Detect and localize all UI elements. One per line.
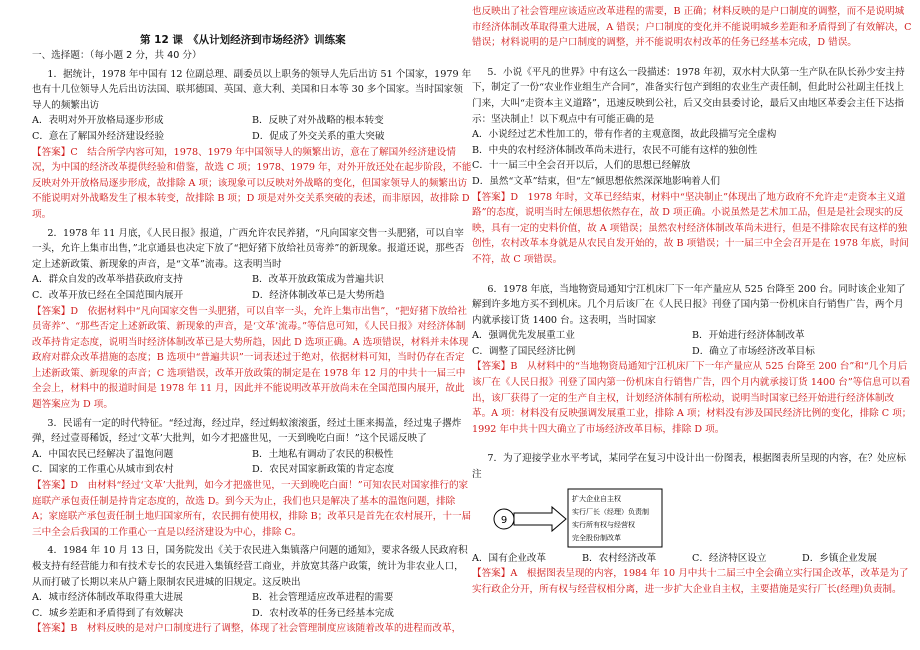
q3-answer-text: 由材料“经过‘文革’大批判，如今才把盛世见，一天到晚吃白面！”可知农民对国家推行的家庭联产承包责任制是持肯定态度的，故选 D。到今天为止，我们也只是解决了基本的温饱问题，排除 A；家庭联产承包责任制土地归国家所有，农民拥有使用权，排除 B；改革只是首先在农村展开，十一届三中全会后我国的工作重心一直是以经济建设为中心，排除 C。 bbox=[32, 480, 472, 538]
q4-option-c: C．城乡差距和矛盾得到了有效解决 bbox=[32, 607, 184, 619]
question-3 bbox=[32, 416, 472, 541]
question-1 bbox=[32, 67, 472, 223]
question-7 bbox=[472, 451, 912, 597]
q7-answer bbox=[472, 566, 912, 597]
q7-option-a: A．国有企业改革 bbox=[472, 552, 547, 564]
q4-option-b: B．社会管理适应改革进程的需要 bbox=[252, 592, 394, 604]
q7-diagram-line-2: 实行厂长（经理）负责制 bbox=[572, 507, 649, 516]
left-column bbox=[32, 30, 472, 637]
q4-answer-continued: 也反映出了社会管理应该适应改革进程的需要，B 正确；材料反映的是户口制度的调整，而不是说明城市经济体制改革取得重大进展，A 错误；户口制度的变化并不能说明城乡差距和矛盾得到了有效解决，C 错误；材料说明的是户口制度的调整，并不能说明农村改革的任务已经基本完成，D 错误。 bbox=[472, 6, 912, 49]
q2-answer bbox=[32, 304, 472, 413]
q2-options-row2 bbox=[32, 288, 472, 304]
q1-options-row1 bbox=[32, 113, 472, 129]
q1-answer-text: 结合所学内容可知，1978、1979 年中国领导人的频繁出访，意在了解国外经济建设情况，为中国的经济改革提供经验和借鉴，故选 C 项；1978、1979 年，对外开放还处在起步阶段，不能反映对外开放格局逐步形成，故排除 A 项；该现象可以反映对外战略的变化，但国家领导人的频繁出访不能说明对外战略发生了根本转变，故排除 B 项；D 项是对外交关系突破的表述，而非原因，故排除 D 项。 bbox=[32, 146, 472, 220]
q7-diagram-graphic bbox=[492, 485, 692, 549]
q2-option-d: D．经济体制改革已是大势所趋 bbox=[252, 289, 385, 301]
q6-option-b: B．开始进行经济体制改革 bbox=[692, 330, 805, 342]
q1-answer bbox=[32, 145, 472, 223]
q4-option-a: A．城市经济体制改革取得重大进展 bbox=[32, 592, 183, 604]
q2-option-c: C．改革开放已经在全国范围内展开 bbox=[32, 289, 184, 301]
q7-diagram-line-1: 扩大企业自主权 bbox=[572, 494, 621, 503]
q1-option-d: D．促成了外交关系的重大突破 bbox=[252, 130, 385, 142]
q7-diagram-line-3: 实行所有权与经营权 bbox=[572, 520, 635, 529]
q1-option-a: A．表明对外开放格局逐步形成 bbox=[32, 115, 164, 127]
q6-answer bbox=[472, 359, 912, 437]
q4-answer-tag: 【答案】B bbox=[32, 623, 78, 635]
q7-diagram-line-4: 完全股份制改革 bbox=[572, 533, 621, 542]
question-6 bbox=[472, 282, 912, 438]
q7-options bbox=[472, 551, 912, 567]
q2-option-b: B．改革开放政策成为普遍共识 bbox=[252, 274, 384, 286]
q3-stem: 3．民谣有一定的时代特征。“经过海，经过岸，经过蚂蚁滚滚蛋，经过土匪来揭盖，经过鬼子撂炸弹，经过壹哥稀饭，经过‘文革’大批判，如今才把盛世见，一天到晚吃白面！”这个民谣反映了 bbox=[32, 417, 462, 445]
page-title: 第 12 课 《从计划经济到市场经济》训练案 bbox=[140, 34, 346, 46]
q6-answer-text: 从材料中的“当地物资局通知宁江机床厂下一年产量应从 525 台降至 200 台”和“几个月后该厂在《人民日报》刊登了国内第一份机床自行销售广告，四个月内就承接订货 1400 台”等信息可以看出，该厂获得了一定的生产自主权，计划经济体制有所松动，说明当时国家已经开始进行经济体制改革。A 项：材料没有反映强调发展重工业，排除 A 项；材料没有涉及国民经济比例的变化，排除 C 项；1992 年中共十四大确立了市场经济改革目标，排除 D 项。 bbox=[472, 361, 912, 435]
q1-option-c: C．意在了解国外经济建设经验 bbox=[32, 130, 165, 142]
question-4 bbox=[32, 543, 472, 637]
right-column bbox=[472, 4, 912, 597]
q4-answer bbox=[32, 621, 472, 637]
q3-option-c: C．国家的工作重心从城市到农村 bbox=[32, 464, 174, 476]
section-heading: 一、选择题：（每小题 2 分，共 40 分） bbox=[32, 50, 202, 61]
q1-option-b: B．反映了对外战略的根本转变 bbox=[252, 115, 384, 127]
q6-option-c: C．调整了国民经济比例 bbox=[472, 345, 576, 357]
q2-stem: 2．1978 年 11 月底，《人民日报》报道，广西允许农民养猪，“凡向国家交售一头肥猪，可以自宰一头，允许上集市出售，”北京通县也决定下放了“把好猪下放给社员寄养”的新现象。报道还说，那些否定上述新政策、新现象的声音，是“文革”流毒。这表明当时 bbox=[32, 227, 465, 270]
q6-answer-tag: 【答案】B bbox=[472, 361, 518, 373]
q6-option-d: D．确立了市场经济改革目标 bbox=[692, 345, 815, 357]
q5-option-b: B．中央的农村经济体制改革尚未进行，农民不可能有这样的独创性 bbox=[472, 144, 758, 156]
q7-stem: 7．为了迎接学业水平考试，某同学在复习中设计出一份图表，根据图表所呈现的内容，在？处应标注 bbox=[472, 453, 906, 481]
q3-option-d: D．农民对国家新政策的肯定态度 bbox=[252, 464, 395, 476]
q7-diagram-number: 9 bbox=[500, 514, 508, 526]
q5-answer-tag: 【答案】D bbox=[472, 191, 519, 203]
q2-options-row1 bbox=[32, 272, 472, 288]
q5-stem: 5．小说《平凡的世界》中有这么一段描述：1978 年初，双水村大队第一生产队在队长孙少安主持下，制定了一份“农业作业组生产合同”，准备实行包产到组的农业生产责任制，但此时公社副主任找上门来，大叫“走资本主义道路”，迅速反映到公社，后又交由县委讨论，最后又由地区革委会主任下达指示：坚决制止！以下观点中有可能正确的是 bbox=[472, 66, 905, 125]
q1-options-row2 bbox=[32, 129, 472, 145]
q2-answer-text: 依据材料中“凡向国家交售一头肥猪，可以自宰一头，允许上集市出售”，“把好猪下放给社员寄养”、“那些否定上述新政策、新现象的声音，是‘文革’流毒。”等信息可知，《人民日报》对经济体制改革持肯定态度，说明当时经济体制改革已是大势所趋，因此 D 选项正确。A 选项错误，材料并未体现政府对群众改革措施的态度；B 选项中“普遍共识”一词表述过于绝对，依据材料可知，当时仍存在否定上述新政策、新现象的声音；C 选项错误，改革开放政策的制定是在 1978 年 12 月的中共十一届三中全会上，材料中的报道时间是 1978 年 11 月，因此并不能说明改革开放尚未在全国范围内展开，故此题答案应为 D 项。 bbox=[32, 305, 469, 411]
question-2 bbox=[32, 226, 472, 413]
q1-answer-tag: 【答案】C bbox=[32, 146, 78, 158]
q5-option-a: A．小说经过艺术性加工的，带有作者的主观意图，故此段描写完全虚构 bbox=[472, 129, 777, 141]
q5-answer bbox=[472, 190, 912, 268]
q6-options-row2 bbox=[472, 344, 912, 360]
q6-stem: 6．1978 年底，当地物资局通知宁江机床厂下一年产量应从 525 台降至 200 台。同时该企业知了解到许多地方买不到机床。几个月后该厂在《人民日报》刊登了国内第一份机床自行销售广告，两个月内就承接订货 1400 台。这表明，当时国家 bbox=[472, 283, 906, 326]
q5-option-c: C．十一届三中全会召开以后，人们的思想已经解放 bbox=[472, 160, 691, 172]
q7-diagram bbox=[472, 485, 912, 549]
q7-answer-text: 根据图表呈现的内容，1984 年 10 月中共十二届三中全会确立实行国企改革，改革是为了实行政企分开，所有权与经营权相分离，进一步扩大企业自主权，主要措施是实行厂长(经理)负责制。 bbox=[472, 568, 909, 595]
q7-option-c: C．经济特区设立 bbox=[692, 552, 767, 564]
q3-answer-tag: 【答案】D bbox=[32, 480, 79, 492]
q6-options-row1 bbox=[472, 328, 912, 344]
q7-answer-tag: 【答案】A bbox=[472, 568, 518, 580]
q5-answer-text: 1978 年时，文革已经结束，材料中“坚决制止”体现出了地方政府不允许走“走资本主义道路”的态度，说明当时左倾思想依然存在，故 D 项正确。小说虽然是艺术加工品，但是是社会现实的反映，具有一定的史料价值，故 A 项错误；虽然农村经济体制改革尚未进行，但是不排除农民有这样的独创性，农村改革本身就是从农民自发开始的，故 B 项错误；十一届三中全会召开是在 1978 年底，时间不符，故 C 项错误。 bbox=[472, 191, 910, 265]
q1-stem: 1．据统计，1978 年中国有 12 位副总理、副委员以上职务的领导人先后出访 51 个国家，1979 年也有十几位领导人先后出访法国、联邦德国、英国、意大利、美国和日本等 30 多个国家。当时国家领导人的频繁出访 bbox=[32, 68, 472, 111]
q2-answer-tag: 【答案】D bbox=[32, 305, 79, 317]
question-5 bbox=[472, 65, 912, 268]
q3-option-a: A．中国农民已经解决了温饱问题 bbox=[32, 448, 174, 460]
q4-answer-text: 材料反映的是对户口制度进行了调整，体现了社会管理制度应该随着改革的进程而改革， bbox=[77, 623, 462, 635]
q3-option-b: B．土地私有调动了农民的积极性 bbox=[252, 448, 394, 460]
q3-options-row2 bbox=[32, 462, 472, 478]
q3-options-row1 bbox=[32, 447, 472, 463]
q6-option-a: A．强调优先发展重工业 bbox=[472, 330, 575, 342]
q3-answer bbox=[32, 478, 472, 540]
q4-options-row2 bbox=[32, 606, 472, 622]
q4-stem: 4．1984 年 10 月 13 日，国务院发出《关于农民进入集镇落户问题的通知》，要求各级人民政府积极支持有经营能力和有技术专长的农民进入集镇经营工商业，并放宽其落户政策，统计为非农业人口，从而打破了长期以来从户籍上限制农民进城的旧规定。这反映出 bbox=[32, 545, 468, 588]
q7-option-d: D．乡镇企业发展 bbox=[802, 552, 877, 564]
q7-option-b: B．农村经济改革 bbox=[582, 552, 657, 564]
q5-option-d: D．虽然“文革”结束，但“左”倾思想依然深深地影响着人们 bbox=[472, 175, 720, 187]
q4-options-row1 bbox=[32, 590, 472, 606]
q2-option-a: A．群众自发的改革举措获政府支持 bbox=[32, 274, 183, 286]
q4-option-d: D．农村改革的任务已经基本完成 bbox=[252, 607, 395, 619]
q7-diagram-arrow bbox=[514, 507, 566, 531]
